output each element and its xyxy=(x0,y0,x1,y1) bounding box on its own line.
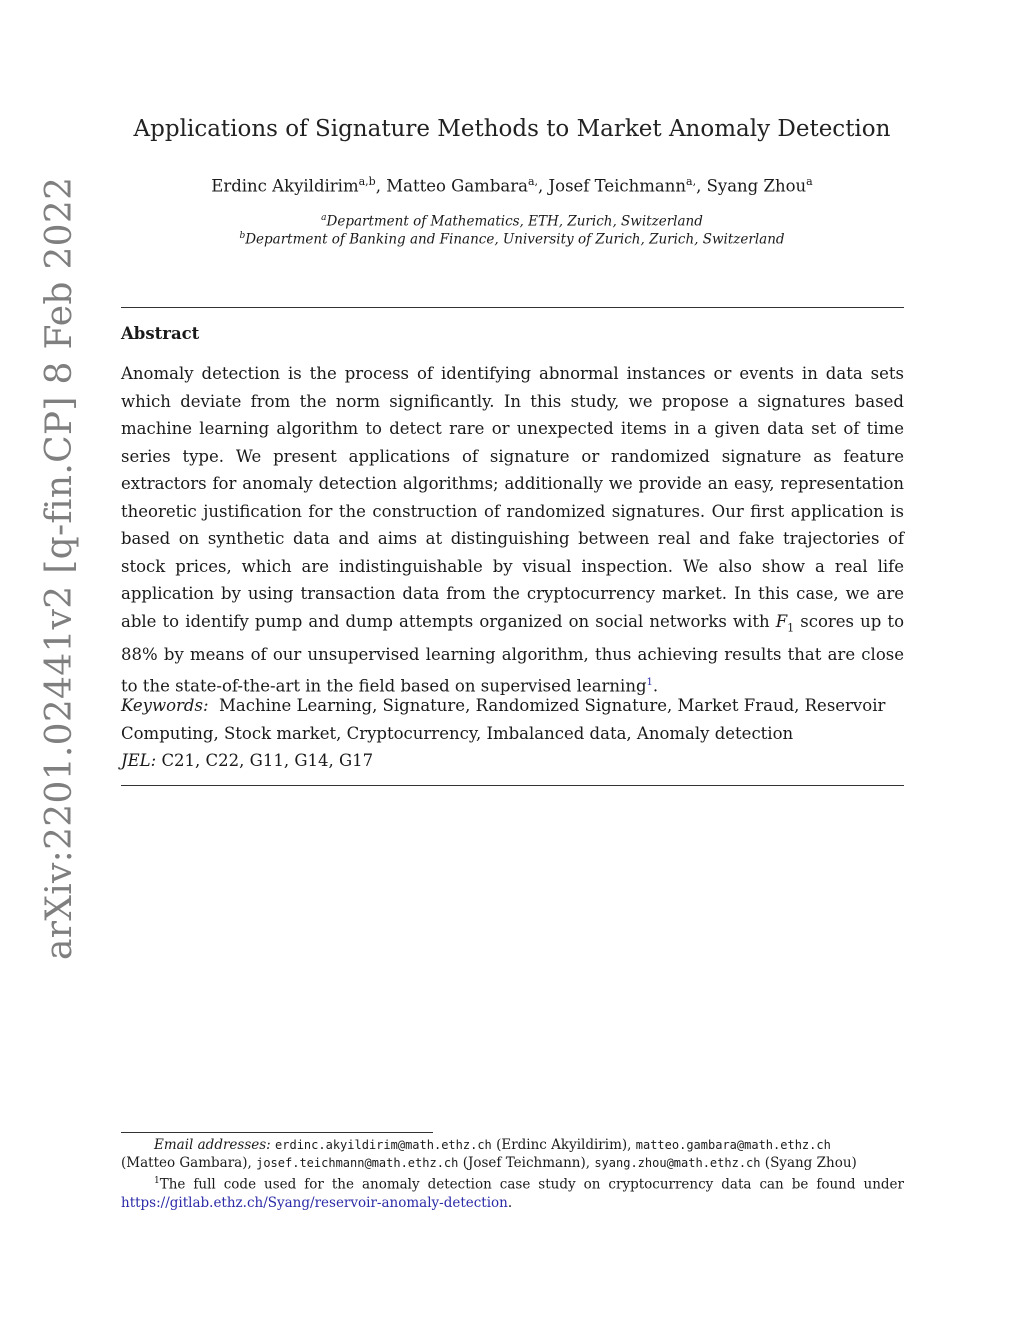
email-owner: (Matteo Gambara) xyxy=(121,1155,248,1171)
author-list xyxy=(0,175,1024,196)
author-affiliation-mark: a, xyxy=(527,175,539,188)
author-name: Syang Zhou xyxy=(706,176,807,196)
footnote-1-end: . xyxy=(507,1194,513,1211)
author-affiliation-mark: a xyxy=(806,175,813,188)
affiliation-b xyxy=(0,231,1024,248)
affiliation-text: Department of Banking and Finance, University of Zurich, Zurich, Switzerland xyxy=(245,231,785,248)
abstract-bottom-rule xyxy=(121,785,904,786)
author-separator: , xyxy=(375,176,387,196)
author-name: Erdinc Akyildirim xyxy=(211,176,359,196)
email-label: Email addresses: xyxy=(154,1137,271,1153)
jel-codes xyxy=(121,747,373,775)
email-owner: (Josef Teichmann) xyxy=(462,1155,586,1171)
email-address[interactable]: erdinc.akyildirim@math.ethz.ch xyxy=(275,1138,492,1152)
affiliation-mark: a xyxy=(321,213,327,223)
email-owner: (Erdinc Akyildirim) xyxy=(496,1137,628,1153)
abstract-text-continued: scores up to 88% by means of our unsupervised learning algorithm, thus achieving results that are close to the state-of-the-art in the field based on supervised learning xyxy=(121,611,904,696)
author-separator: , xyxy=(538,176,549,196)
footnotes xyxy=(121,1136,904,1212)
email-address[interactable]: syang.zhou@math.ethz.ch xyxy=(594,1156,761,1170)
repository-link[interactable]: https://gitlab.ethz.ch/Syang/reservoir-anomaly-detection xyxy=(121,1194,508,1211)
jel-text: C21, C22, G11, G14, G17 xyxy=(161,751,374,770)
email-owner: (Syang Zhou) xyxy=(764,1155,857,1171)
keywords xyxy=(121,692,904,747)
abstract-heading: Abstract xyxy=(121,324,200,343)
arxiv-identifier-stamp: arXiv:2201.02441v2 [q-fin.CP] 8 Feb 2022 xyxy=(39,176,80,960)
footnote-1-text: The full code used for the anomaly detection case study on cryptocurrency data can be found under xyxy=(159,1176,904,1193)
email-footnote-continued: (Matteo Gambara), josef.teichmann@math.ethz.ch (Josef Teichmann), syang.zhou@math.ethz.ch (Syang Zhou) xyxy=(121,1155,857,1171)
affiliation-text: Department of Mathematics, ETH, Zurich, Switzerland xyxy=(326,213,703,230)
author-name: Josef Teichmann xyxy=(548,176,687,196)
footnote-1-mark: 1 xyxy=(154,1176,160,1186)
author-name: Matteo Gambara xyxy=(386,176,528,196)
abstract-text: Anomaly detection is the process of identifying abnormal instances or events in data sets which deviate from the norm significantly. In this study, we propose a signatures based machine learning algorithm to detect rare or unexpected items in a given data set of time series type. We present applications of signature or randomized signature as feature extractors for anomaly detection algorithms; additionally we provide an easy, representation theoretic justification for the construction of randomized signatures. Our first application is based on synthetic data and aims at distinguishing between real and fake trajectories of stock prices, which are indistinguishable by visual inspection. We also show a real life application by using transaction data from the cryptocurrency market. In this case, we are able to identify pump and dump attempts organized on social networks with xyxy=(121,364,904,631)
f1-symbol: F xyxy=(775,611,788,631)
f1-subscript: 1 xyxy=(787,620,795,634)
email-footnote: Email addresses: erdinc.akyildirim@math.ethz.ch (Erdinc Akyildirim), matteo.gambara@math.ethz.ch xyxy=(154,1137,831,1153)
abstract-top-rule xyxy=(121,307,904,308)
paper-title: Applications of Signature Methods to Market Anomaly Detection xyxy=(133,116,891,142)
author-separator: , xyxy=(696,176,707,196)
keywords-label: Keywords: xyxy=(121,696,209,715)
email-address[interactable]: josef.teichmann@math.ethz.ch xyxy=(256,1156,459,1170)
keywords-text: Machine Learning, Signature, Randomized Signature, Market Fraud, Reservoir Computing, Stock market, Cryptocurrency, Imbalanced data, Anomaly detection xyxy=(121,696,886,743)
footnote-1-link[interactable]: 1 xyxy=(646,676,653,688)
abstract-body xyxy=(121,360,904,700)
footnote-rule xyxy=(121,1132,433,1133)
email-address[interactable]: matteo.gambara@math.ethz.ch xyxy=(635,1138,831,1152)
footnote-1-continued xyxy=(121,1194,904,1212)
footnote-1 xyxy=(121,1172,904,1194)
author-affiliation-mark: a,b xyxy=(358,175,376,188)
author-affiliation-mark: a, xyxy=(686,175,697,188)
jel-label: JEL: xyxy=(121,751,157,770)
affiliation-mark: b xyxy=(239,231,246,241)
affiliation-a xyxy=(0,213,1024,230)
abstract-text-end: . xyxy=(652,676,659,696)
